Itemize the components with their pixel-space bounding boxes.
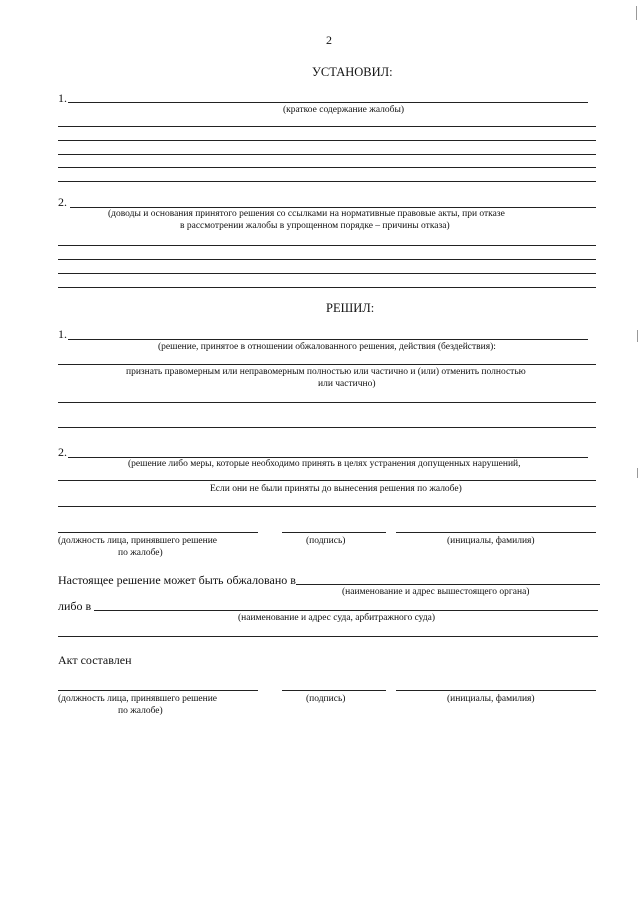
decided-item1-field[interactable] xyxy=(68,339,588,340)
page-number: 2 xyxy=(326,33,332,47)
decided-item1-number: 1. xyxy=(58,327,67,341)
authority-field[interactable] xyxy=(296,584,600,585)
signature-field[interactable] xyxy=(282,690,386,691)
blank-line[interactable] xyxy=(58,245,596,246)
position-caption-line1: (должность лица, принявшего решение xyxy=(58,694,218,704)
position-field[interactable] xyxy=(58,532,258,533)
signature-caption: (подпись) xyxy=(306,694,346,704)
blank-line[interactable] xyxy=(58,140,596,141)
position-caption-line2: по жалобе) xyxy=(118,548,163,558)
appeal-text: Настоящее решение может быть обжаловано в xyxy=(58,573,296,587)
blank-line[interactable] xyxy=(58,154,596,155)
blank-line[interactable] xyxy=(58,167,596,168)
blank-line[interactable] xyxy=(58,181,596,182)
act-label: Акт составлен xyxy=(58,653,132,667)
blank-line[interactable] xyxy=(58,287,596,288)
established-item2-number: 2. xyxy=(58,195,67,209)
initials-field[interactable] xyxy=(396,532,596,533)
initials-caption: (инициалы, фамилия) xyxy=(447,536,535,546)
signature-field[interactable] xyxy=(282,532,386,533)
blank-line[interactable] xyxy=(58,273,596,274)
initials-caption: (инициалы, фамилия) xyxy=(447,694,535,704)
blank-line[interactable] xyxy=(58,506,596,507)
blank-line[interactable] xyxy=(58,364,596,365)
court-caption: (наименование и адрес суда, арбитражного суда) xyxy=(238,613,436,623)
established-item1-field[interactable] xyxy=(68,102,588,103)
established-item2-caption-line1: (доводы и основания принятого решения со ссылками на нормативные правовые акты, при отказе xyxy=(108,209,505,219)
blank-line[interactable] xyxy=(58,427,596,428)
decided-item2-number: 2. xyxy=(58,445,67,459)
blank-line[interactable] xyxy=(58,480,596,481)
decided-item2-caption-line2: Если они не были приняты до вынесения решения по жалобе) xyxy=(210,484,462,494)
established-item2-field[interactable] xyxy=(70,207,596,208)
decided-item2-caption-line1: (решение либо меры, которые необходимо принять в целях устранения допущенных нарушений, xyxy=(128,459,521,469)
signature-caption: (подпись) xyxy=(306,536,346,546)
position-field[interactable] xyxy=(58,690,258,691)
or-label: либо в xyxy=(58,599,92,613)
initials-field[interactable] xyxy=(396,690,596,691)
scan-edge-mark xyxy=(637,330,638,342)
decided-item2-field[interactable] xyxy=(68,457,588,458)
court-field[interactable] xyxy=(94,610,598,611)
scan-edge-mark xyxy=(636,6,637,20)
decided-item1-caption-line3: или частично) xyxy=(318,379,376,389)
position-caption-line1: (должность лица, принявшего решение xyxy=(58,536,218,546)
established-item1-caption: (краткое содержание жалобы) xyxy=(283,105,405,115)
decided-item1-caption-line1: (решение, принятое в отношении обжалованного решения, действия (бездействия): xyxy=(158,342,496,352)
blank-line[interactable] xyxy=(58,126,596,127)
blank-line[interactable] xyxy=(58,259,596,260)
established-item2-caption-line2: в рассмотрении жалобы в упрощенном порядке – причины отказа) xyxy=(180,221,450,231)
blank-line[interactable] xyxy=(58,636,598,637)
authority-caption: (наименование и адрес вышестоящего органа) xyxy=(342,587,530,597)
decided-heading: РЕШИЛ: xyxy=(326,301,375,315)
blank-line[interactable] xyxy=(58,402,596,403)
established-heading: УСТАНОВИЛ: xyxy=(312,65,393,79)
established-item1-number: 1. xyxy=(58,91,67,105)
position-caption-line2: по жалобе) xyxy=(118,706,163,716)
scan-edge-mark xyxy=(637,468,638,478)
decided-item1-caption-line2: признать правомерным или неправомерным полностью или частично и (или) отменить полностью xyxy=(126,367,526,377)
